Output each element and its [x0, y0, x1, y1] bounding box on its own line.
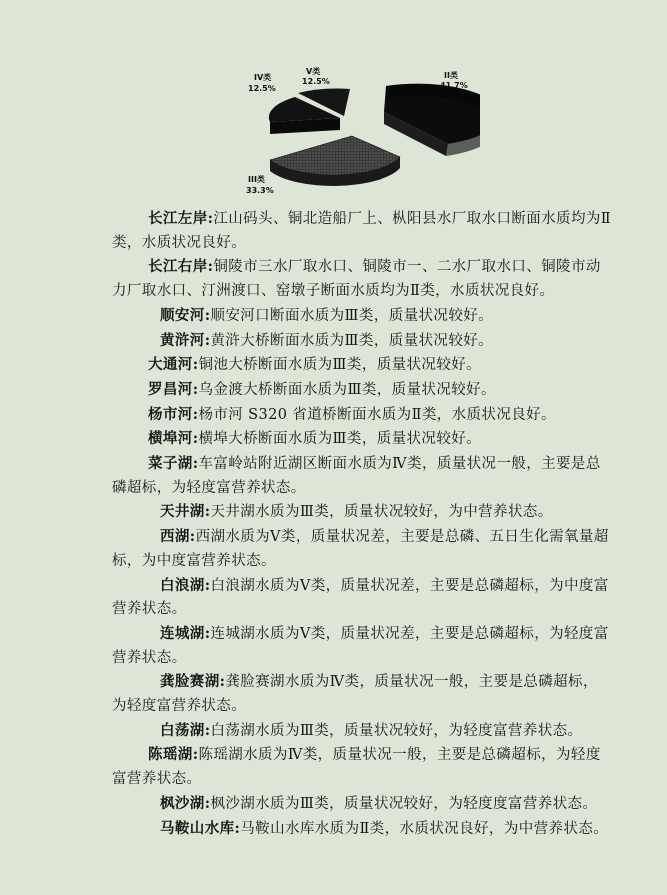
entry-text: 白荡湖水质为Ⅲ类，质量状况较好，为轻度富营养状态。 — [210, 722, 583, 739]
entry-paragraph — [112, 403, 612, 428]
entry-text: 顺安河口断面水质为Ⅲ类，质量状况较好。 — [210, 307, 494, 324]
entry-text: 连城湖水质为Ⅴ类，质量状况差，主要是总磷超标，为轻度富营养状态。 — [112, 625, 609, 666]
entry-paragraph — [112, 353, 612, 378]
entry-text: 江山码头、铜北造船厂上、枞阳县水厂取水口断面水质均为Ⅱ类，水质状况良好。 — [112, 211, 612, 251]
entry-text: 西湖水质为Ⅴ类，质量状况差，主要是总磷、五日生化需氧量超标，为中度富营养状态。 — [112, 529, 609, 569]
entry-text: 铜池大桥断面水质为Ⅲ类，质量状况较好。 — [198, 357, 482, 374]
label-ii-pct: 41.7% — [440, 81, 468, 90]
entry-text: 杨市河 S320 省道桥断面水质为Ⅱ类，水质状况良好。 — [198, 406, 556, 423]
entry-paragraph — [112, 427, 612, 452]
water-quality-pie-chart — [240, 56, 480, 201]
entry-name: 连城湖: — [160, 624, 211, 642]
label-v-pct: 12.5% — [302, 77, 330, 86]
entry-name: 杨市河: — [148, 405, 199, 423]
entry-text: 黄浒大桥断面水质为Ⅲ类，质量状况较好。 — [210, 332, 494, 349]
label-iii-name: III类 — [248, 175, 265, 184]
entry-name: 白浪湖: — [160, 576, 211, 594]
entry-text: 枫沙湖水质为Ⅲ类，质量状况较好，为轻度度富营养状态。 — [210, 795, 598, 812]
water-quality-report — [112, 207, 612, 841]
entry-paragraph — [112, 304, 612, 329]
entry-name: 枫沙湖: — [160, 794, 211, 812]
entry-name: 马鞍山水库: — [160, 819, 241, 837]
entry-text: 马鞍山水库水质为Ⅱ类，水质状况良好，为中营养状态。 — [240, 820, 609, 837]
label-ii-name: II类 — [444, 71, 458, 80]
entry-paragraph — [112, 452, 612, 500]
entry-text: 铜陵市三水厂取水口、铜陵市一、二水厂取水口、铜陵市动力厂取水口、汀洲渡口、窑墩子断面水质均为Ⅱ类，水质状况良好。 — [112, 259, 601, 300]
entry-paragraph — [112, 329, 612, 354]
entry-name: 长江左岸: — [148, 210, 214, 227]
entry-paragraph — [112, 255, 612, 303]
entry-paragraph — [112, 500, 612, 525]
entry-text: 龚脸赛湖水质为Ⅳ类，质量状况一般，主要是总磷超标，为轻度富营养状态。 — [112, 674, 598, 715]
label-iv-pct: 12.5% — [248, 84, 276, 93]
entry-text: 白浪湖水质为Ⅴ类，质量状况差，主要是总磷超标，为中度富营养状态。 — [112, 577, 609, 618]
entry-paragraph — [112, 207, 612, 255]
entry-text: 陈瑶湖水质为Ⅳ类，质量状况一般，主要是总磷超标，为轻度富营养状态。 — [112, 747, 601, 788]
entry-name: 白荡湖: — [160, 721, 211, 739]
label-iv-name: IV类 — [254, 73, 272, 82]
entry-text: 乌金渡大桥断面水质为Ⅲ类，质量状况较好。 — [198, 381, 496, 398]
entry-name: 顺安河: — [160, 306, 211, 324]
entry-paragraph — [112, 792, 612, 817]
entry-text: 横埠大桥断面水质为Ⅲ类，质量状况较好。 — [198, 431, 482, 448]
label-iii-pct: 33.3% — [246, 186, 274, 195]
entry-name: 长江右岸: — [148, 258, 214, 276]
entry-name: 龚脸赛湖: — [160, 673, 226, 691]
entry-name: 陈瑶湖: — [148, 746, 199, 764]
entry-paragraph — [112, 719, 612, 744]
entry-paragraph — [112, 817, 612, 842]
entry-name: 横埠河: — [148, 430, 199, 448]
label-v-name: V类 — [306, 67, 321, 76]
entry-text: 天井湖水质为Ⅲ类，质量状况较好，为中营养状态。 — [210, 504, 553, 521]
entry-name: 天井湖: — [160, 503, 211, 521]
entry-name: 黄浒河: — [160, 331, 211, 349]
entry-paragraph — [112, 743, 612, 791]
entry-paragraph — [112, 525, 612, 573]
entry-paragraph — [112, 670, 612, 718]
entry-name: 大通河: — [148, 356, 199, 374]
entry-paragraph — [112, 622, 612, 670]
entry-name: 西湖: — [160, 528, 196, 546]
entry-text: 车富岭站附近湖区断面水质为Ⅳ类，质量状况一般，主要是总磷超标，为轻度富营养状态。 — [112, 456, 601, 496]
entry-name: 罗昌河: — [148, 380, 199, 398]
entry-name: 菜子湖: — [148, 455, 199, 473]
entry-paragraph — [112, 574, 612, 622]
entry-paragraph — [112, 378, 612, 403]
